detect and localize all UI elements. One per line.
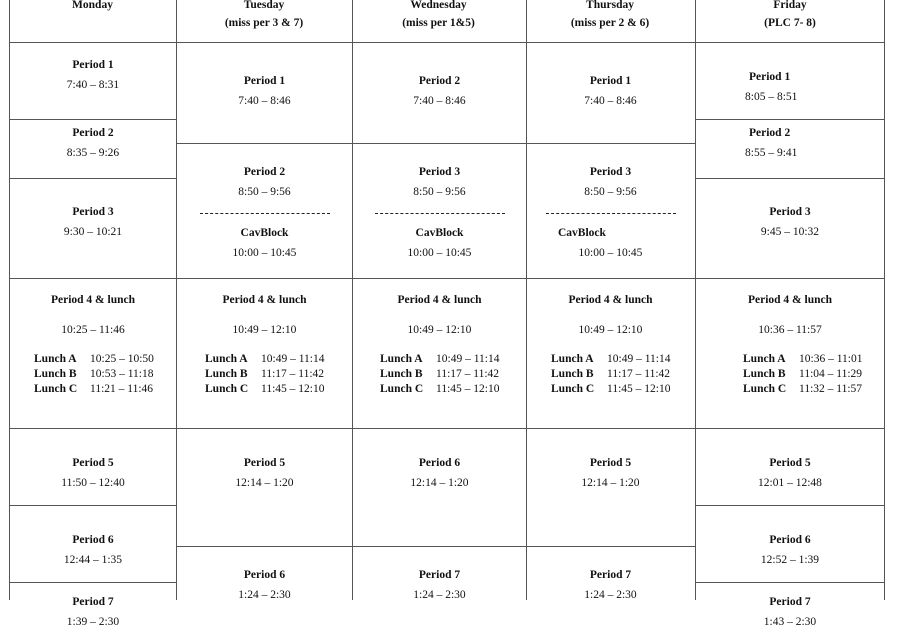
header-day: Thursday	[586, 0, 634, 11]
period-time: 10:49 – 12:10	[232, 324, 297, 336]
period-title: Period 7	[769, 596, 811, 608]
header-note: (PLC 7- 8)	[764, 17, 816, 29]
grid-line	[695, 505, 885, 506]
tuesday-period-4-lunch	[176, 278, 353, 428]
header-thursday	[526, 0, 694, 42]
cavblock-title: CavBlock	[240, 227, 289, 239]
divider	[546, 213, 676, 214]
lunch-c: Lunch C 11:45 – 12:10	[380, 383, 500, 395]
tuesday-block-1	[176, 43, 353, 143]
period-time: 8:05 – 8:51	[745, 91, 798, 103]
cavblock-title: CavBlock	[415, 227, 464, 239]
period-title: Period 3	[589, 166, 632, 178]
period-title: Period 6	[769, 534, 811, 546]
grid-line	[695, 582, 885, 583]
lunch-b: Lunch B 10:53 – 11:18	[34, 368, 154, 380]
wednesday-block-1	[353, 43, 526, 143]
period-title: Period 6	[243, 569, 286, 581]
header-note: (miss per 1&5)	[402, 17, 475, 29]
period-time: 8:35 – 9:26	[66, 147, 120, 159]
grid-line	[176, 0, 177, 600]
friday-period-3	[695, 178, 885, 278]
period-title: Period 2	[749, 127, 791, 139]
period-time: 1:24 – 2:30	[413, 589, 466, 601]
period-time: 8:50 – 9:56	[413, 186, 466, 198]
period-title: Period 4 & lunch	[568, 294, 653, 306]
period-time: 1:24 – 2:30	[238, 589, 291, 601]
friday-period-4-lunch	[695, 278, 885, 428]
period-title: Period 2	[243, 166, 286, 178]
period-title: Period 4 & lunch	[397, 294, 482, 306]
grid-line	[884, 0, 885, 600]
period-time: 7:40 – 8:46	[238, 95, 291, 107]
thursday-block-2-cavblock	[526, 143, 695, 278]
period-title: Period 1	[243, 75, 286, 87]
monday-period-3	[10, 178, 176, 278]
grid-line	[9, 0, 10, 600]
period-time: 10:49 – 12:10	[407, 324, 472, 336]
lunch-a: Lunch A 10:49 – 11:14	[551, 353, 671, 365]
header-tuesday	[177, 0, 351, 42]
lunch-b: Lunch B 11:04 – 11:29	[743, 368, 863, 380]
period-time: 12:44 – 1:35	[63, 554, 123, 566]
period-title: Period 4 & lunch	[747, 294, 832, 306]
period-title: Period 3	[72, 206, 114, 218]
period-title: Period 4 & lunch	[222, 294, 307, 306]
period-time: 12:14 – 1:20	[581, 477, 640, 489]
divider	[375, 213, 505, 214]
lunch-c: Lunch C 11:32 – 11:57	[743, 383, 863, 395]
header-day: Tuesday	[243, 0, 285, 11]
header-friday	[696, 0, 884, 42]
lunch-b: Lunch B 11:17 – 11:42	[380, 368, 500, 380]
thursday-block-6	[526, 546, 695, 600]
tuesday-block-5	[176, 428, 353, 546]
monday-period-4-lunch	[10, 278, 176, 428]
friday-period-1	[695, 43, 885, 119]
period-time: 1:24 – 2:30	[584, 589, 637, 601]
period-time: 12:14 – 1:20	[235, 477, 294, 489]
period-time: 10:36 – 11:57	[758, 324, 822, 336]
thursday-period-4-lunch	[526, 278, 695, 428]
cavblock-time: 10:00 – 10:45	[407, 247, 472, 259]
grid-line	[9, 119, 176, 120]
tuesday-block-2-cavblock	[176, 143, 353, 278]
header-note: (miss per 3 & 7)	[224, 17, 304, 29]
period-time: 12:01 – 12:48	[758, 477, 822, 489]
divider	[200, 213, 330, 214]
period-title: Period 6	[72, 534, 114, 546]
period-title: Period 7	[72, 596, 114, 608]
lunch-c: Lunch C 11:21 – 11:46	[34, 383, 154, 395]
cavblock-title: CavBlock	[558, 227, 606, 239]
header-day: Friday	[773, 0, 807, 11]
grid-line	[695, 119, 885, 120]
wednesday-period-4-lunch	[353, 278, 526, 428]
period-title: Period 5	[243, 457, 286, 469]
header-monday	[10, 0, 175, 42]
monday-period-1	[10, 43, 176, 119]
friday-period-7	[695, 582, 885, 628]
friday-period-6	[695, 505, 885, 582]
lunch-a: Lunch A 10:49 – 11:14	[205, 353, 325, 365]
period-time: 7:40 – 8:46	[413, 95, 466, 107]
header-wednesday	[353, 0, 524, 42]
period-title: Period 1	[589, 75, 632, 87]
grid-line	[176, 143, 695, 144]
period-time: 11:50 – 12:40	[61, 477, 125, 489]
header-day: Monday	[72, 0, 113, 11]
period-time: 7:40 – 8:31	[66, 79, 120, 91]
period-time: 9:30 – 10:21	[63, 226, 123, 238]
tuesday-block-6	[176, 546, 353, 600]
grid-line	[352, 0, 353, 600]
lunch-b: Lunch B 11:17 – 11:42	[205, 368, 325, 380]
period-title: Period 7	[418, 569, 461, 581]
period-time: 12:14 – 1:20	[410, 477, 469, 489]
lunch-a: Lunch A 10:49 – 11:14	[380, 353, 500, 365]
period-time: 8:50 – 9:56	[238, 186, 291, 198]
cavblock-time: 10:00 – 10:45	[232, 247, 297, 259]
period-title: Period 5	[769, 457, 811, 469]
period-time: 7:40 – 8:46	[584, 95, 637, 107]
friday-period-2	[695, 119, 885, 178]
period-title: Period 2	[72, 127, 114, 139]
grid-line	[526, 0, 527, 600]
period-title: Period 6	[418, 457, 461, 469]
grid-line	[9, 42, 885, 43]
period-time: 8:55 – 9:41	[745, 147, 798, 159]
monday-period-7	[10, 582, 176, 628]
period-title: Period 3	[418, 166, 461, 178]
period-title: Period 4 & lunch	[50, 294, 135, 306]
lunch-c: Lunch C 11:45 – 12:10	[551, 383, 671, 395]
period-time: 1:43 – 2:30	[763, 616, 817, 628]
period-title: Period 5	[589, 457, 632, 469]
wednesday-block-5	[353, 428, 526, 546]
lunch-c: Lunch C 11:45 – 12:10	[205, 383, 325, 395]
period-time: 1:39 – 2:30	[66, 616, 120, 628]
grid-line	[695, 178, 885, 179]
period-title: Period 2	[418, 75, 461, 87]
wednesday-block-6	[353, 546, 526, 600]
grid-line	[176, 546, 695, 547]
header-note: (miss per 2 & 6)	[570, 17, 650, 29]
period-title: Period 1	[749, 71, 791, 83]
grid-line	[695, 0, 696, 600]
wednesday-block-2-cavblock	[353, 143, 526, 278]
period-time: 8:50 – 9:56	[584, 186, 637, 198]
period-title: Period 3	[769, 206, 811, 218]
period-title: Period 5	[72, 457, 114, 469]
thursday-block-5	[526, 428, 695, 546]
monday-period-6	[10, 505, 176, 582]
lunch-a: Lunch A 10:36 – 11:01	[743, 353, 863, 365]
monday-period-5	[10, 428, 176, 505]
grid-line	[9, 582, 176, 583]
period-time: 10:25 – 11:46	[61, 324, 125, 336]
period-time: 9:45 – 10:32	[760, 226, 820, 238]
lunch-b: Lunch B 11:17 – 11:42	[551, 368, 671, 380]
period-time: 12:52 – 1:39	[760, 554, 820, 566]
cavblock-time: 10:00 – 10:45	[578, 247, 643, 259]
header-day: Wednesday	[410, 0, 467, 11]
monday-period-2	[10, 119, 176, 178]
period-title: Period 1	[72, 59, 114, 71]
grid-line	[9, 178, 176, 179]
period-time: 10:49 – 12:10	[578, 324, 643, 336]
thursday-block-1	[526, 43, 695, 143]
grid-line	[9, 505, 176, 506]
lunch-a: Lunch A 10:25 – 10:50	[34, 353, 154, 365]
grid-line	[9, 428, 885, 429]
grid-line	[9, 278, 885, 279]
friday-period-5	[695, 428, 885, 505]
period-title: Period 7	[589, 569, 632, 581]
